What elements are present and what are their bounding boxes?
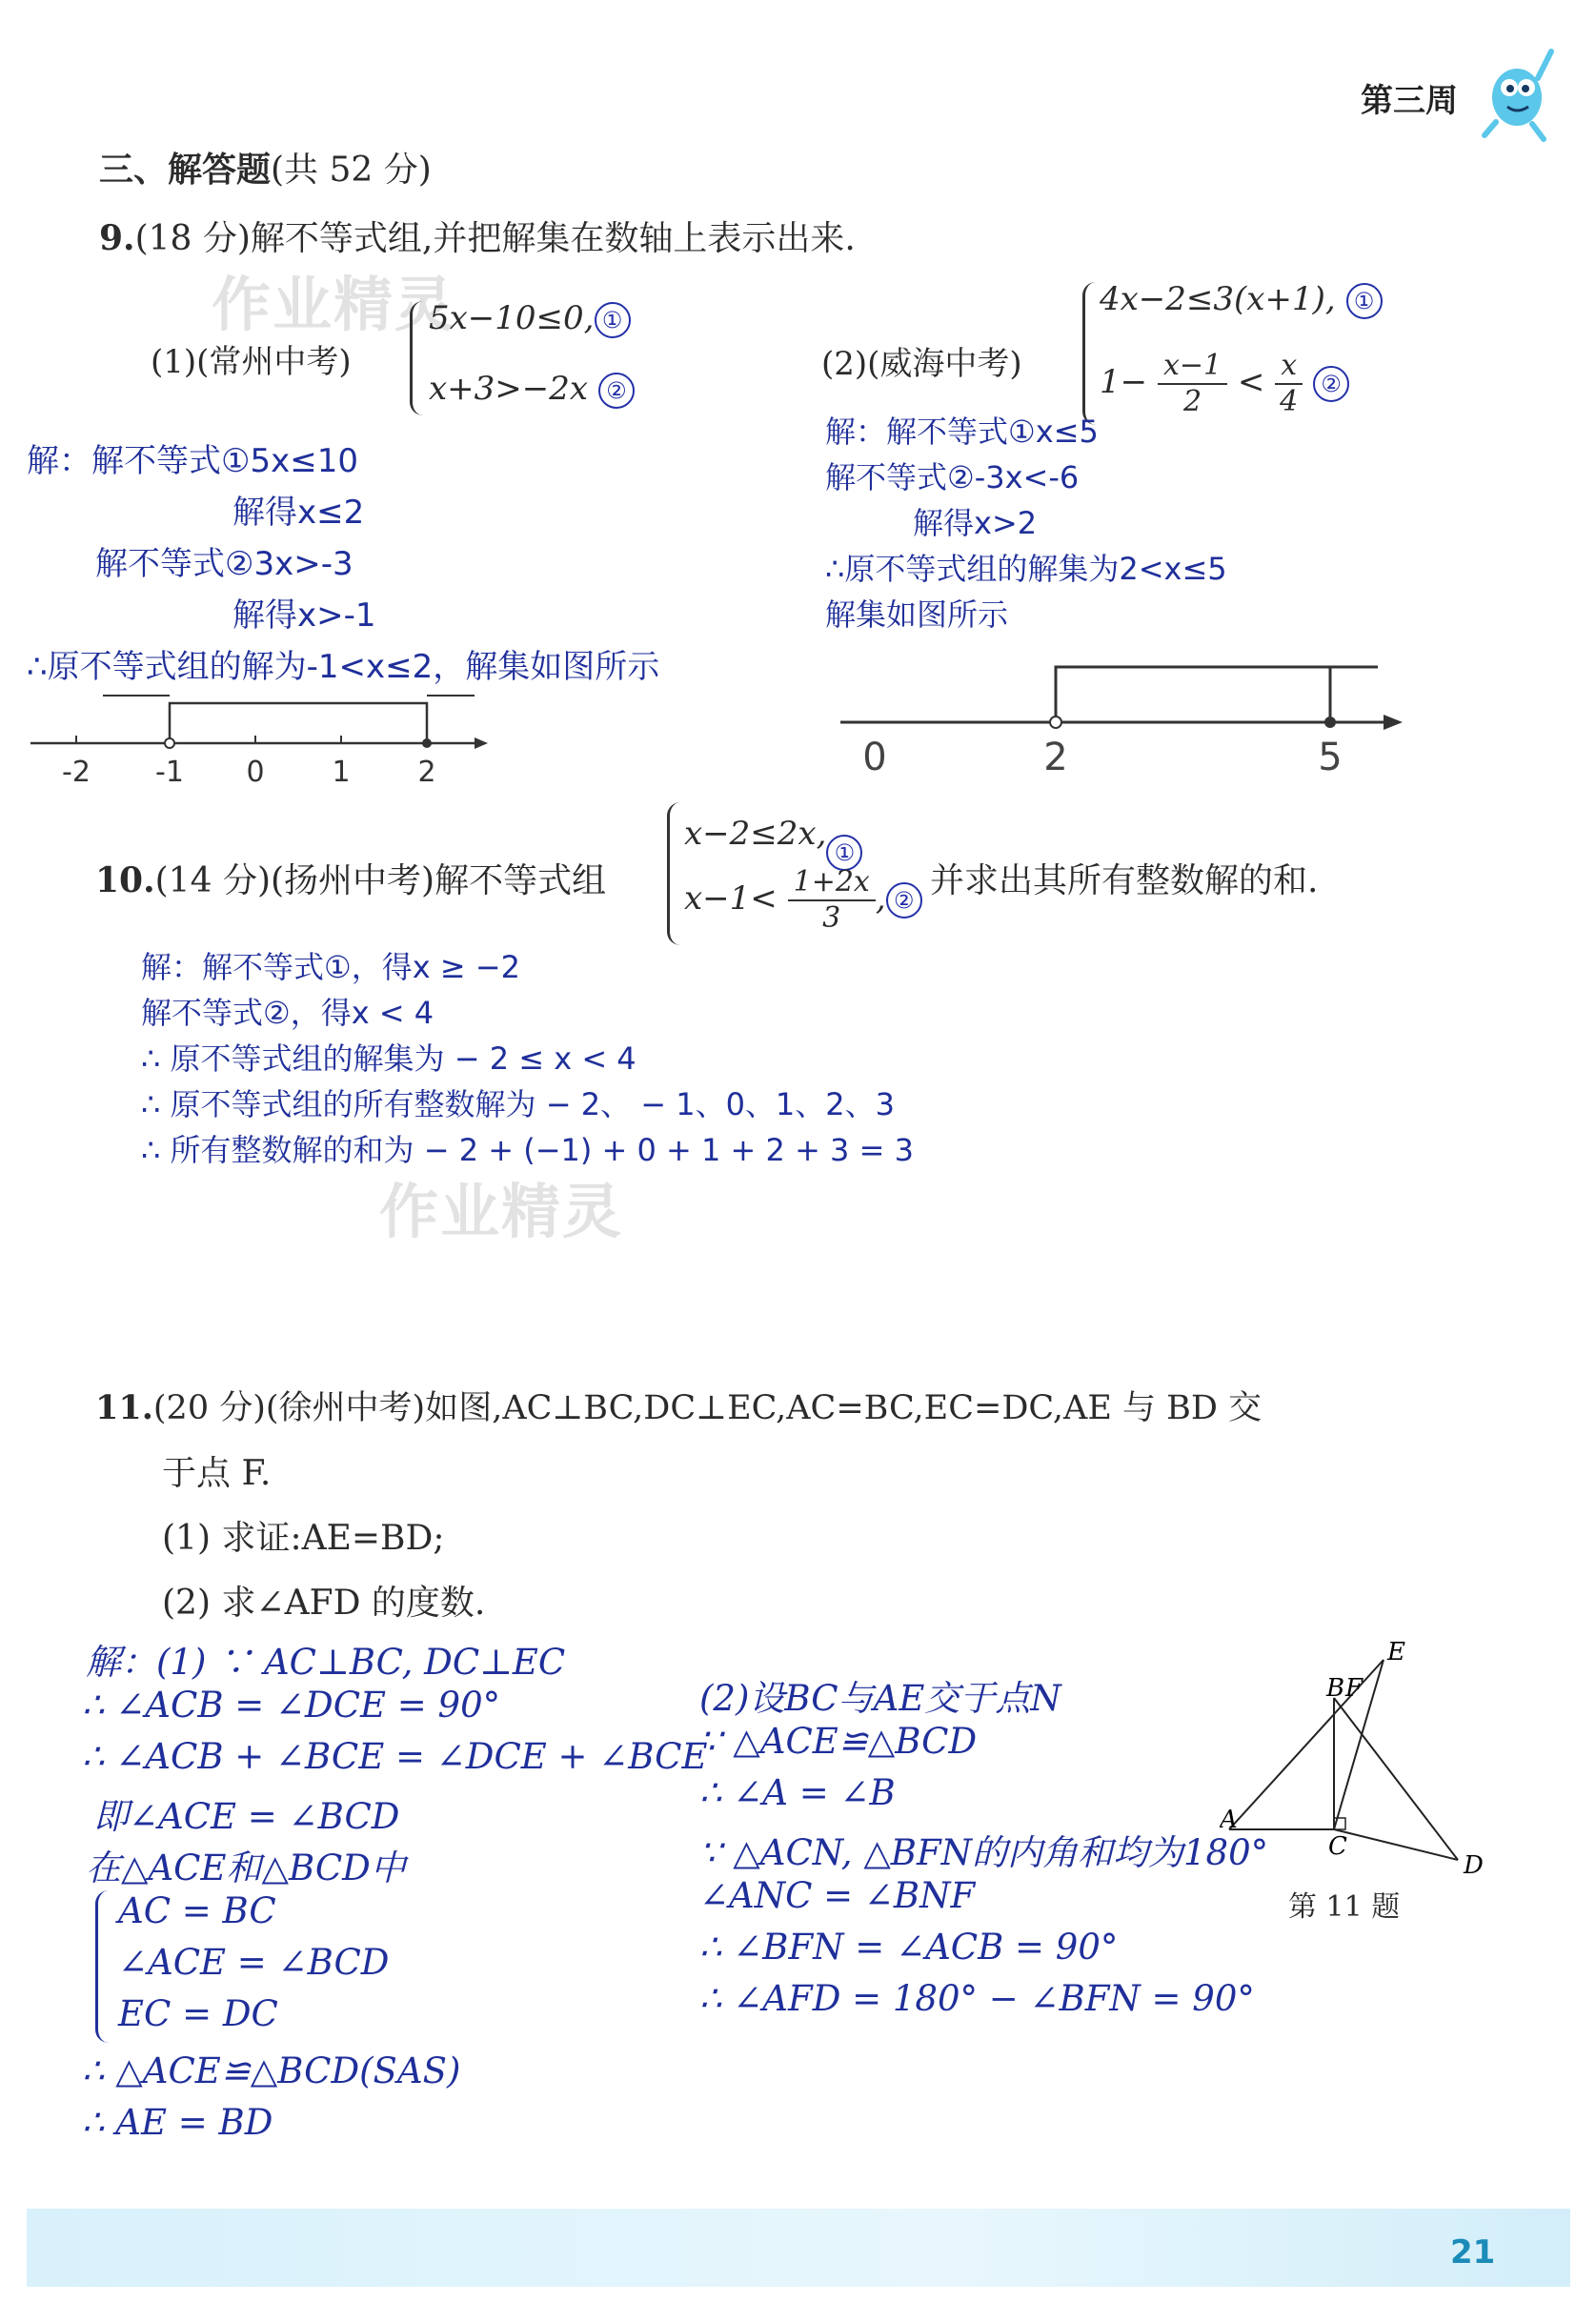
label-F: F xyxy=(1345,1674,1364,1703)
segment-CD xyxy=(1334,1829,1458,1860)
q11-ans-right-2: ∵ △ACE≌△BCD xyxy=(699,1721,978,1762)
week-label: 第三周 xyxy=(1361,82,1458,120)
q9-part1-ineq2: x+3>−2x xyxy=(429,370,589,408)
q10-ans-line1: 解：解不等式①，得x ≥ −2 xyxy=(141,949,520,985)
q10-ineq2-prefix: x−1< xyxy=(684,879,778,918)
footer-band xyxy=(27,2209,1570,2287)
q9-part2-ineq1: 4x−2≤3(x+1), xyxy=(1100,280,1336,318)
q11-figure xyxy=(1220,1639,1505,1887)
q10-stem-prefix xyxy=(95,854,606,902)
q11-system-brace xyxy=(95,1890,117,2043)
open-endpoint xyxy=(1050,717,1061,728)
q10-ans-line4: ∴ 原不等式组的所有整数解为 − 2、 − 1、0、1、2、3 xyxy=(141,1086,896,1122)
frac2-denominator: 4 xyxy=(1280,385,1299,418)
q11-sub2: (2) 求∠AFD 的度数. xyxy=(162,1584,486,1623)
q9-part1-ineq1: 5x−10≤0, xyxy=(429,299,595,337)
q9-ans1-line3: 解不等式②3x>-3 xyxy=(95,545,354,583)
axis-arrow xyxy=(475,737,488,749)
q9-ans1-line2: 解得x≤2 xyxy=(232,494,365,532)
tick-label: 1 xyxy=(332,756,351,789)
q10-ans-line5: ∴ 所有整数解的和为 − 2 + (−1) + 0 + 1 + 2 + 3 = 3 xyxy=(141,1132,914,1168)
q11-ans-right-1: (2)设BC与AE交于点N xyxy=(699,1678,1061,1719)
tick-label: 2 xyxy=(1043,736,1068,777)
q9-number: 9. xyxy=(99,218,135,258)
q10-ans-line3: ∴ 原不等式组的解集为 − 2 ≤ x < 4 xyxy=(141,1040,636,1077)
q11-stem-text: (20 分)(徐州中考)如图,AC⊥BC,DC⊥EC,AC=BC,EC=DC,AE 与 BD 交 xyxy=(152,1389,1263,1427)
q9-part2-line2 xyxy=(1100,349,1349,419)
q9-part2-frac1 xyxy=(1158,349,1227,419)
q11-ans-right-5: ∠ANC = ∠BNF xyxy=(699,1875,976,1916)
tick-label: -1 xyxy=(155,756,184,789)
frac1-numerator: x−1 xyxy=(1158,349,1227,385)
solution-bracket xyxy=(1056,667,1330,722)
circle-one-marker: ① xyxy=(1346,283,1383,319)
q9-part1-label: (1)(常州中考) xyxy=(151,343,352,381)
q10-number: 10. xyxy=(95,860,155,900)
q9-part2-frac2 xyxy=(1275,349,1303,419)
circle-two-marker: ② xyxy=(886,882,922,919)
circle-two-marker: ② xyxy=(1313,366,1349,402)
q10-comma: , xyxy=(875,879,886,918)
q11-ans-left-2: ∴ ∠ACB = ∠DCE = 90° xyxy=(82,1685,501,1726)
q9-ans2-line5: 解集如图所示 xyxy=(825,596,1009,633)
q9-stem-text: (18 分)解不等式组,并把解集在数轴上表示出来. xyxy=(134,219,856,258)
tick-label: 0 xyxy=(246,756,265,789)
q11-ans-right-7: ∴ ∠AFD = 180° − ∠BFN = 90° xyxy=(699,1978,1255,2019)
q9-ans2-line2: 解不等式②-3x<-6 xyxy=(825,459,1080,495)
q9-ans2-line3: 解得x>2 xyxy=(913,505,1038,541)
segment-BD xyxy=(1334,1698,1458,1860)
section-title xyxy=(99,143,432,192)
number-line-2 xyxy=(835,644,1406,777)
q11-system-2: ∠ACE = ∠BCD xyxy=(118,1942,390,1983)
closed-endpoint xyxy=(422,738,432,748)
closed-endpoint xyxy=(1324,717,1336,728)
watermark: 作业精灵 xyxy=(379,1177,624,1246)
q10-stem-suffix: 并求出其所有整数解的和. xyxy=(930,861,1319,900)
q9-part2-lt: < xyxy=(1237,363,1265,401)
q11-ans-left-1: 解：(1) ∵ AC⊥BC, DC⊥EC xyxy=(86,1642,566,1683)
q9-ans1-line1: 解：解不等式①5x≤10 xyxy=(27,442,358,480)
mascot-icon xyxy=(1475,40,1559,143)
q9-part2-line1 xyxy=(1100,280,1383,319)
q10-frac xyxy=(788,865,876,936)
number-line-1 xyxy=(27,686,494,791)
circle-one-marker: ① xyxy=(826,835,862,871)
q11-ans-left-6: ∴ △ACE≌△BCD(SAS) xyxy=(82,2050,461,2091)
q10-line1 xyxy=(684,800,862,871)
q11-ans-left-4: 即∠ACE = ∠BCD xyxy=(93,1796,400,1837)
q11-stem-line2: 于点 F. xyxy=(162,1454,272,1493)
q11-ans-left-5: 在△ACE和△BCD中 xyxy=(86,1848,406,1888)
q9-part2-label: (2)(威海中考) xyxy=(821,345,1022,383)
q9-part2-prefix: 1− xyxy=(1100,363,1148,401)
tick-label: 5 xyxy=(1318,736,1343,777)
frac1-denominator: 2 xyxy=(1182,385,1202,418)
circle-one-marker: ① xyxy=(595,302,631,338)
label-E: E xyxy=(1387,1639,1405,1666)
tick-label: 0 xyxy=(862,736,887,777)
q9-stem xyxy=(99,212,856,260)
tick-label: -2 xyxy=(62,756,91,789)
solution-bracket xyxy=(170,703,427,743)
q10-frac-denominator: 3 xyxy=(822,901,841,935)
circle-two-marker: ② xyxy=(598,373,635,409)
frac2-numerator: x xyxy=(1275,349,1303,385)
q11-figure-caption: 第 11 题 xyxy=(1288,1890,1401,1924)
label-D: D xyxy=(1464,1851,1484,1880)
q10-frac-numerator: 1+2x xyxy=(788,865,876,901)
q11-system-3: EC = DC xyxy=(118,1993,278,2034)
q11-system-1: AC = BC xyxy=(118,1890,276,1931)
q11-stem-line1 xyxy=(95,1382,1262,1429)
q9-part1-line1 xyxy=(429,299,631,338)
q11-ans-left-7: ∴ AE = BD xyxy=(82,2102,273,2143)
axis-arrow xyxy=(1384,715,1403,730)
q11-ans-right-6: ∴ ∠BFN = ∠ACB = 90° xyxy=(699,1927,1119,1968)
page-number: 21 xyxy=(1450,2233,1496,2272)
q9-ans1-line4: 解得x>-1 xyxy=(232,596,376,635)
open-endpoint xyxy=(165,738,174,748)
q10-ans-line2: 解不等式②，得x < 4 xyxy=(141,995,434,1031)
label-C: C xyxy=(1328,1832,1347,1861)
q11-number: 11. xyxy=(95,1388,153,1427)
section-title-text: 三、解答题 xyxy=(99,151,272,190)
q11-ans-right-4: ∵ △ACN, △BFN的内角和均为180° xyxy=(699,1832,1269,1873)
q10-stem-prefix-text: (14 分)(扬州中考)解不等式组 xyxy=(154,861,607,900)
label-A: A xyxy=(1220,1806,1238,1834)
q10-ineq1: x−2≤2x, xyxy=(684,815,827,853)
q9-ans1-line5: ∴原不等式组的解为-1<x≤2，解集如图所示 xyxy=(27,648,660,686)
q9-ans2-line1: 解：解不等式①x≤5 xyxy=(825,414,1099,450)
q10-line2 xyxy=(684,865,922,936)
q9-ans2-line4: ∴原不等式组的解集为2<x≤5 xyxy=(825,551,1227,587)
q11-ans-left-3: ∴ ∠ACB + ∠BCE = ∠DCE + ∠BCE xyxy=(82,1736,708,1777)
q9-part1-line2 xyxy=(429,370,635,409)
watermark: 作业精灵 xyxy=(212,270,456,339)
section-points: (共 52 分) xyxy=(271,151,432,190)
q11-ans-right-3: ∴ ∠A = ∠B xyxy=(699,1772,896,1813)
q11-sub1: (1) 求证:AE=BD; xyxy=(162,1519,445,1558)
label-B: B xyxy=(1326,1674,1345,1703)
tick-label: 2 xyxy=(417,756,436,789)
